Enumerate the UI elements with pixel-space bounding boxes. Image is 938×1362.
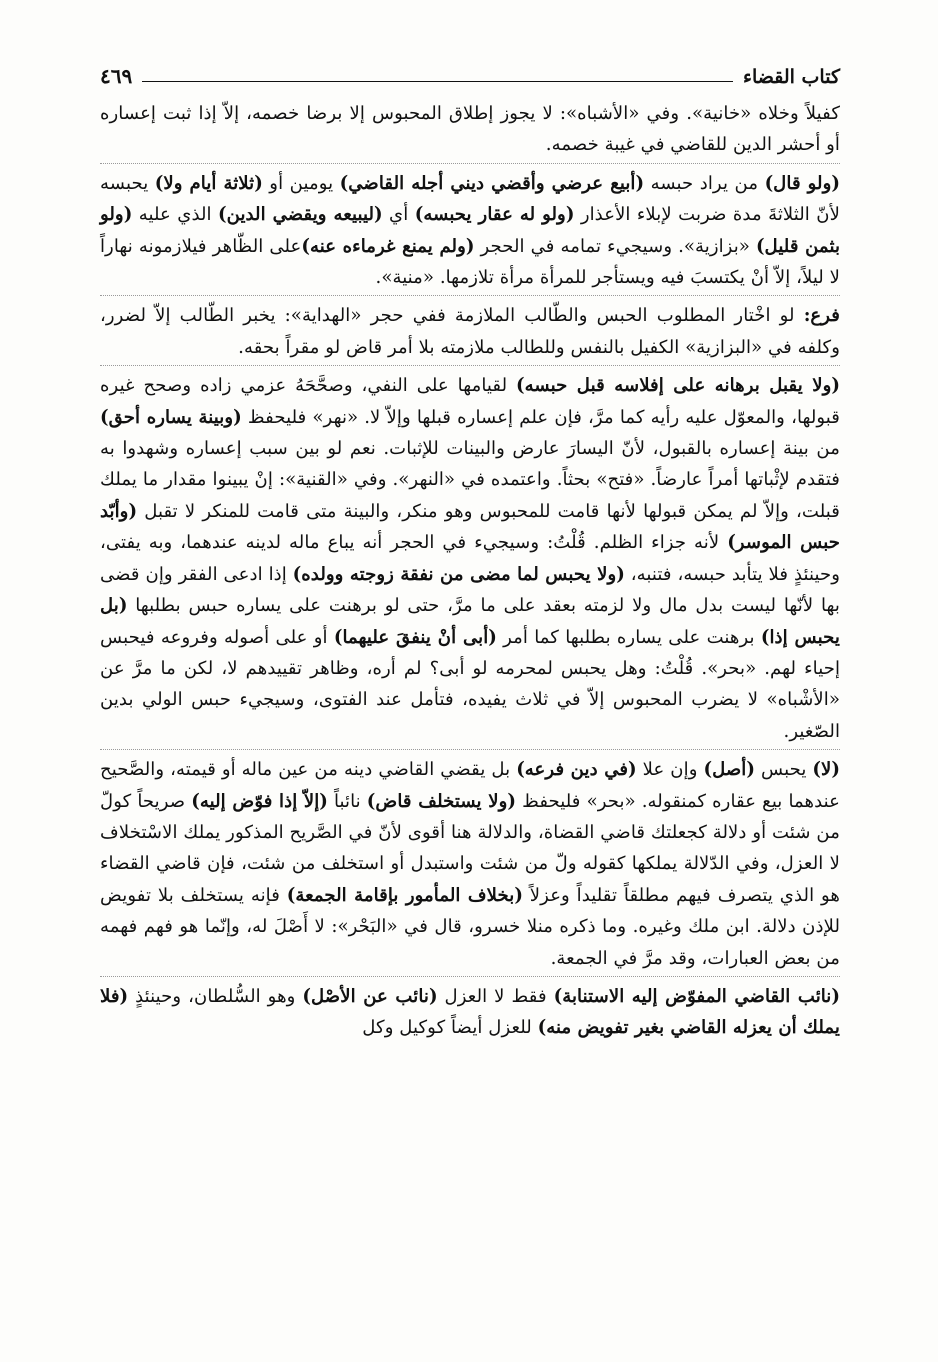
- bold-matn-text: (ولو بثمن قليل): [100, 204, 841, 257]
- bold-matn-text: (أصل): [703, 759, 755, 781]
- header-rule: [142, 81, 733, 82]
- commentary-text: صريحاً كولّ من شئت أو دلالة كجعلتك قاضي القضاة، والدلالة هنا أقوى لأنّ في الصَّريح المذكور يملك الاسْتخلاف لا العزل، وفي الدّلالة يملكها كقوله ولّ من شئت واستبدل أو استخلف من شئت، فإن قاضي القضاء هو الذي يتصرف فيهم مطلقاً تقليداً وعزلاً: [100, 790, 840, 906]
- bold-matn-text: (ولا يقبل برهانه على إفلاسه قبل حبسه): [516, 375, 840, 397]
- paragraph: [100, 370, 840, 747]
- page-header: [100, 58, 840, 88]
- bold-matn-text: (نائب القاضي المفوّض إليه الاستنابة): [553, 985, 840, 1007]
- paragraph: [100, 754, 840, 974]
- bold-matn-text: (ولو قال): [764, 172, 840, 194]
- commentary-text: يحبس: [754, 759, 813, 781]
- bold-matn-text: (وبينة يساره أحق): [100, 406, 242, 428]
- bold-matn-text: (ليبيعه ويقضي الدين): [218, 204, 383, 226]
- commentary-text: فإنه يستخلف بلا تفويض للإذن دلالة. ابن ملك وغيره. وما ذكره منلا خسرو، قال في «البَحْر»: لا أَصْلَ له، وإنّما هو فهم فهمه من بعض العبارات، وقد مرَّ في الجمعة.: [100, 884, 840, 969]
- commentary-text: فقط لا العزل: [437, 985, 554, 1007]
- bold-matn-text: (ولا يستخلف قاض): [366, 790, 516, 812]
- paragraph: [100, 300, 840, 363]
- commentary-text: من بينة إعساره بالقبول، لأنّ اليسارَ عارض والبينات للإثبات. نعم لو بين سبب إعساره وشهدوا به فتقدم لإثْباتها أمراً عارضاً. «فتح» بحثاً. واعتمده في «النهر». وفي «القنية»: إنْ يبينوا مقدار ما يملك قبلت، وإلاّ لم يمكن قبولها لأنها قامت للمحبوس وهو منكر، والبينة متى قامت للمنكر لا تقبل: [100, 438, 840, 522]
- commentary-text: لأنه جزاء الظلم. قُلْتُ: وسيجيء في الحجر أنه يباع ماله لدينه عندهما، وبه يفتى، وحينئذٍ فلا يتأبد حبسه، فتنبه،: [100, 532, 840, 585]
- commentary-text: على الظّاهر فيلازمونه نهاراً لا ليلاً، إلاّ أنْ يكتسبَ فيه ويستأجر للمرأة مرأة تلازمها. «منية».: [100, 235, 840, 289]
- bold-matn-text: (ثلاثة أيام ولا): [154, 172, 263, 194]
- bold-matn-text: (في دين فرعه): [516, 759, 637, 781]
- body-text: [100, 98, 840, 1044]
- paragraph-divider: [100, 295, 840, 296]
- bold-matn-text: (أبى أنْ ينفقَ عليهما): [333, 626, 497, 648]
- paragraph: [100, 981, 840, 1044]
- paragraph-divider: [100, 749, 840, 750]
- page-number: ٤٦٩: [100, 64, 133, 88]
- bold-matn-text: (بخلاف المأمور بإقامة الجمعة): [286, 884, 523, 906]
- commentary-text: «بزازية». وسيجيء تمامه في الحجر: [474, 235, 756, 257]
- bold-matn-text: (فلا يملك أن يعزله القاضي بغير تفويض منه): [100, 985, 840, 1039]
- commentary-text: من يراد حبسه: [644, 172, 765, 194]
- commentary-text: إذا ادعى الفقر وإن قضى بها لأنّها ليست بدل مال ولا لزمته بعقد على ما مرَّ، حتى لو برهنت على يساره حبس بطلبها: [100, 563, 840, 617]
- commentary-text: وإن علا: [636, 759, 704, 781]
- commentary-text: نائباً: [327, 790, 367, 812]
- paragraph: [100, 98, 840, 161]
- commentary-text: لو اخْتار المطلوب الحبس والطّالب الملازمة ففي حجر «الهداية»: يخبر الطّالب إلاّ لضرر، وكلفه في «البزازية» الكفيل بالنفس وللطالب ملازمته بلا أمر قاض لو مقراً بحقه.: [100, 305, 840, 358]
- bold-matn-text: (بل يحبس إذا): [100, 595, 840, 648]
- bold-matn-text: (أبيع عرضي وأقضي ديني أجله القاضي): [339, 172, 645, 194]
- commentary-text: لقيامها على النفي، وصحَّحَهُ عزمي زاده وصحح غيره قبولها، والمعوّل عليه رأيه كما مرَّ، فإن علم إعساره قبلها وإلاّ لا. «نهر» فليحفظ: [100, 375, 840, 428]
- commentary-text: كفيلاً وخلاه «خانية». وفي «الأشباه»: لا يجوز إطلاق المحبوس إلا برضا خصمه، إلاّ إذا ثبت إعساره أو أحشر الدين للقاضي في غيبة خصمه.: [100, 103, 840, 156]
- bold-matn-text: (إلاّ إذا فوّض إليه): [191, 790, 328, 812]
- commentary-text: وهو السُّلطان، وحينئذٍ: [128, 985, 303, 1007]
- running-title: كتاب القضاء: [743, 66, 840, 88]
- bold-matn-text: (وأبّد حبس الموسر): [100, 500, 841, 554]
- bold-matn-text: (لا): [812, 759, 840, 781]
- bold-matn-text: (ولو له عقار يحبسه): [414, 204, 575, 226]
- paragraph-divider: [100, 365, 840, 366]
- paragraph-divider: [100, 976, 840, 977]
- commentary-text: أو على أصوله وفروعه فيحبس إحياء لهم. «بحر». قُلْتُ: وهل يحبس لمحرمه لو أبى؟ لم أره، وظاهر تقييدهم لا، لكن ما مرَّ عن «الأشْباه» لا يضرب المحبوس إلاّ في ثلاث يفيده، فتأمل عند الفتوى، وسيجيء حبس الولي بدين الصّغير.: [100, 626, 840, 742]
- paragraph-divider: [100, 163, 840, 164]
- commentary-text: للعزل أيضاً كوكيل وكل: [362, 1017, 538, 1039]
- commentary-text: برهنت على يساره بطلبها كما أمر: [496, 626, 761, 648]
- bold-matn-text: (نائب عن الأصْل): [302, 985, 438, 1007]
- commentary-text: بل يقضي القاضي دينه من عين ماله أو قيمته، والصَّحيح عندهما بيع عقاره كمنقوله. «بحر» فليحفظ: [100, 759, 840, 812]
- bold-matn-text: (ولا يحبس لما مضى من نفقة زوجته وولده): [292, 563, 625, 585]
- commentary-text: أي: [382, 204, 415, 226]
- bold-matn-text: (ولم يمنع غرماءه عنه): [301, 235, 475, 257]
- commentary-text: يحبسه لأنّ الثلاثةَ مدة ضربت لإبلاء الأعذار: [100, 172, 840, 226]
- commentary-text: الذي عليه: [132, 204, 218, 226]
- commentary-text: يومين أو: [262, 172, 340, 194]
- bold-matn-text: فرع:: [803, 305, 840, 327]
- paragraph: [100, 168, 840, 294]
